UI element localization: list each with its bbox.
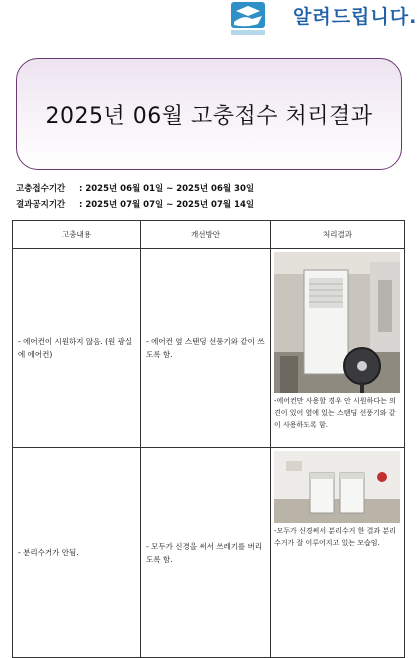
receipt-period-value: : 2025년 06월 01일 ~ 2025년 06월 30일 <box>78 184 255 194</box>
hand-holding-mail-icon <box>228 2 268 36</box>
notice-period <box>16 198 254 210</box>
content-cell <box>13 448 141 658</box>
title-banner <box>16 58 402 170</box>
receipt-period <box>16 182 254 194</box>
plan-cell <box>141 448 271 658</box>
result-cell <box>271 448 405 658</box>
header-content: 고충내용 <box>13 221 141 249</box>
table-row <box>13 448 405 658</box>
banner-title: 2025년 06월 고충접수 처리결과 <box>45 103 373 129</box>
logo <box>228 2 268 36</box>
notice-period-label: 결과공지기간 <box>16 200 66 210</box>
plan-cell <box>141 249 271 448</box>
receipt-period-label: 고충접수기간 <box>16 184 66 194</box>
plan-text: - 에어컨 옆 스탠딩 선풍기와 같이 쓰도록 함. <box>146 337 265 359</box>
notice-period-value: : 2025년 07월 07일 ~ 2025년 07월 14일 <box>78 200 255 210</box>
header-result: 처리결과 <box>271 221 405 249</box>
content-text: - 분리수거가 안됨. <box>18 548 79 557</box>
recycling-bins-photo <box>274 451 400 523</box>
table-header-row <box>13 221 405 249</box>
table-row <box>13 249 405 448</box>
result-caption: -모두가 신경써서 분리수거 한 결과 분리수거가 잘 이루어지고 있는 모습임. <box>274 527 396 547</box>
plan-text: - 모두가 신경을 써서 쓰레기를 버리도록 함. <box>146 541 263 564</box>
result-cell <box>271 249 405 448</box>
aircon-fan-photo <box>274 252 400 393</box>
content-cell <box>13 249 141 448</box>
header-plan: 개선방안 <box>141 221 271 249</box>
brand-title: 알려드립니다. <box>293 6 418 28</box>
result-table <box>12 220 405 658</box>
result-caption: -에어컨만 사용할 경우 안 시원하다는 의견이 있어 옆에 있는 스탠딩 선풍기와 같이 사용하도록 함. <box>274 397 396 429</box>
content-text: - 에어컨이 시원하지 않음. (원 광실에 에어컨) <box>18 337 133 359</box>
